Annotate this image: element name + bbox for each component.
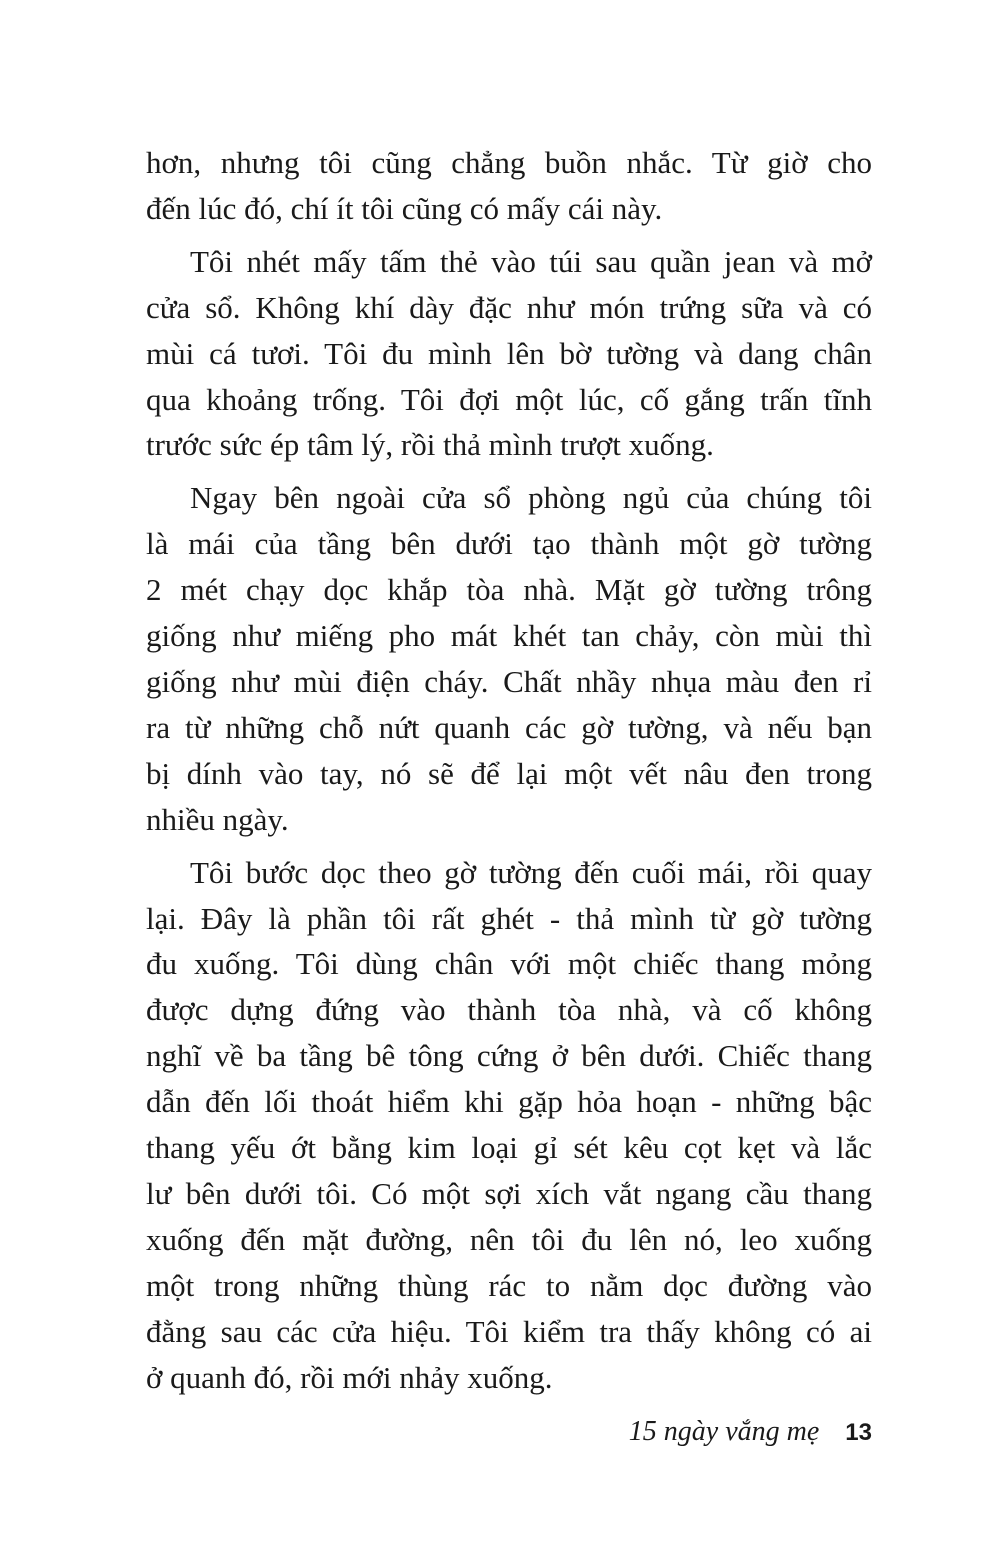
text-line: đến lúc đó, chí ít tôi cũng có mấy cái này. [146,190,663,226]
paragraph-1 [146,140,872,232]
text-line: được dựng đứng vào thành tòa nhà, và cố không [146,992,872,1028]
text-line: qua khoảng trống. Tôi đợi một lúc, cố gắng trấn tĩnh [146,381,872,417]
text-line: ra từ những chỗ nứt quanh các gờ tường, và nếu bạn [146,709,872,745]
paragraph-2 [146,239,872,469]
text-line: mùi cá tươi. Tôi đu mình lên bờ tường và dang chân [146,335,872,371]
text-line: ở quanh đó, rồi mới nhảy xuống. [146,1359,553,1395]
text-line: đu xuống. Tôi dùng chân với một chiếc thang mỏng [146,946,872,982]
text-line: thang yếu ớt bằng kim loại gỉ sét kêu cọt kẹt và lắc [146,1130,872,1166]
text-line: giống như miếng pho mát khét tan chảy, còn mùi thì [146,618,872,654]
text-line: một trong những thùng rác to nằm dọc đường vào [146,1267,872,1303]
text-line: Tôi bước dọc theo gờ tường đến cuối mái, rồi quay [190,854,872,890]
text-line: Tôi nhét mấy tấm thẻ vào túi sau quần jean và mở [190,243,872,279]
paragraph-3 [146,475,872,842]
text-line: nghĩ về ba tầng bê tông cứng ở bên dưới. Chiếc thang [146,1038,872,1074]
text-line: dẫn đến lối thoát hiểm khi gặp hỏa hoạn - những bậc [146,1084,872,1120]
paragraph-4 [146,850,872,1401]
page-body [146,140,872,1407]
text-line: trước sức ép tâm lý, rồi thả mình trượt xuống. [146,427,714,463]
text-line: 2 mét chạy dọc khắp tòa nhà. Mặt gờ tường trông [146,572,872,608]
text-line: lại. Đây là phần tôi rất ghét - thả mình từ gờ tường [146,900,872,936]
text-line: lư bên dưới tôi. Có một sợi xích vắt ngang cầu thang [146,1175,872,1211]
text-line: cửa sổ. Không khí dày đặc như món trứng sữa và có [146,289,872,325]
text-line: Ngay bên ngoài cửa sổ phòng ngủ của chúng tôi [190,480,872,516]
text-line: giống như mùi điện cháy. Chất nhầy nhụa màu đen rỉ [146,663,872,699]
text-line: bị dính vào tay, nó sẽ để lại một vết nâu đen trong [146,755,872,791]
text-line: nhiều ngày. [146,801,289,837]
text-line: là mái của tầng bên dưới tạo thành một gờ tường [146,526,872,562]
text-line: xuống đến mặt đường, nên tôi đu lên nó, leo xuống [146,1221,872,1257]
text-line: đằng sau các cửa hiệu. Tôi kiểm tra thấy không có ai [146,1313,872,1349]
running-footer-title: 15 ngày vắng mẹ [628,1416,820,1447]
page-footer [629,1416,872,1448]
page-number: 13 [845,1419,872,1446]
text-line: hơn, nhưng tôi cũng chẳng buồn nhắc. Từ giờ cho [146,145,872,180]
